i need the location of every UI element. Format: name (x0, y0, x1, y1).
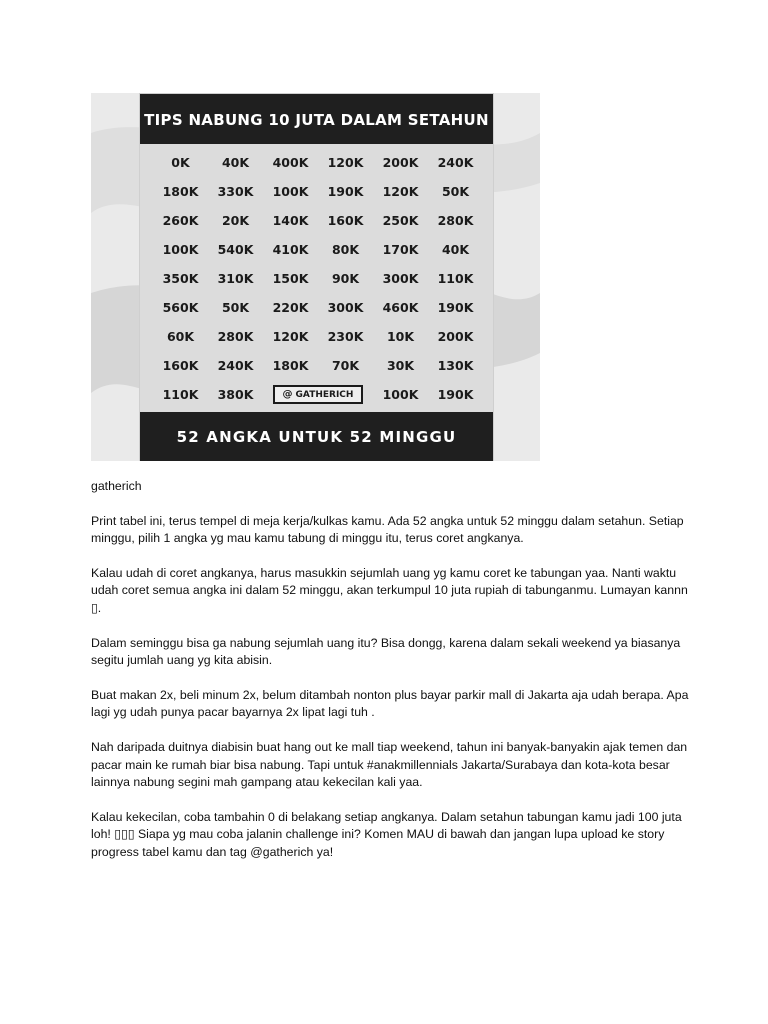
savings-amount-cell: 40K (441, 242, 470, 257)
savings-amount-cell: 40K (221, 155, 250, 170)
savings-amount-cell: 20K (221, 213, 250, 228)
savings-amount-cell: 230K (327, 329, 364, 344)
savings-amount-cell: 410K (272, 242, 309, 257)
savings-amount-cell: 190K (437, 300, 474, 315)
savings-amount-cell: 180K (162, 184, 199, 199)
paragraph: Buat makan 2x, beli minum 2x, belum ditambah nonton plus bayar parkir mall di Jakarta aja udah berapa. Apa lagi yg udah punya pacar bayarnya 2x lipat lagi tuh . (91, 687, 689, 720)
brand-box (273, 385, 364, 404)
savings-poster-image (91, 93, 540, 461)
savings-amount-cell: 200K (437, 329, 474, 344)
savings-amount-cell: 160K (327, 213, 364, 228)
savings-amount-cell: 90K (331, 271, 360, 286)
paragraph: Kalau udah di coret angkanya, harus masukkin sejumlah uang yg kamu coret ke tabungan yaa. Nanti waktu udah coret semua angka ini dalam 52 minggu, akan terkumpul 10 juta rupiah di tabunganmu. Lumayan kannn ▯. (91, 565, 688, 615)
savings-amount-cell: 100K (382, 387, 419, 402)
savings-amount-cell: 130K (437, 358, 474, 373)
savings-amount-cell: 280K (437, 213, 474, 228)
savings-amount-cell: 560K (162, 300, 199, 315)
paragraph: Nah daripada duitnya diabisin buat hang out ke mall tiap weekend, tahun ini banyak-banyakin ajak temen dan pacar main ke rumah biar bisa nabung. Tapi untuk #anakmillennials Jakarta/Surabaya dan kota-kota besar lainnya nabung segini mah gampang atau kekecilan kali yaa. (91, 739, 688, 790)
savings-amount-cell: 100K (272, 184, 309, 199)
savings-amount-cell: 170K (382, 242, 419, 257)
savings-amount-cell: 310K (217, 271, 254, 286)
brand-badge (263, 380, 373, 409)
savings-amount-cell: 350K (162, 271, 199, 286)
savings-amount-cell: 70K (331, 358, 360, 373)
savings-amount-cell: 50K (221, 300, 250, 315)
savings-amount-cell: 140K (272, 213, 309, 228)
savings-amount-cell: 300K (327, 300, 364, 315)
savings-amount-cell: 190K (437, 387, 474, 402)
savings-amount-cell: 110K (437, 271, 474, 286)
savings-amount-cell: 120K (382, 184, 419, 199)
savings-amount-cell: 150K (272, 271, 309, 286)
savings-amount-cell: 60K (166, 329, 195, 344)
article-body (91, 478, 691, 879)
savings-amount-cell: 160K (162, 358, 199, 373)
author-name: gatherich (91, 479, 142, 493)
savings-amount-cell: 540K (217, 242, 254, 257)
savings-amount-cell: 380K (217, 387, 254, 402)
savings-amount-cell: 30K (386, 358, 415, 373)
paragraph: Dalam seminggu bisa ga nabung sejumlah uang itu? Bisa dongg, karena dalam sekali weekend ya biasanya segitu jumlah uang yg kita abisin. (91, 635, 681, 668)
savings-amount-cell: 400K (272, 155, 309, 170)
savings-amount-grid (153, 148, 483, 408)
poster-frame (139, 93, 494, 461)
savings-amount-cell: 260K (162, 213, 199, 228)
savings-amount-cell: 110K (162, 387, 199, 402)
savings-amount-cell: 180K (272, 358, 309, 373)
savings-amount-cell: 300K (382, 271, 419, 286)
savings-amount-cell: 80K (331, 242, 360, 257)
savings-amount-cell: 460K (382, 300, 419, 315)
savings-amount-cell: 0K (171, 155, 190, 170)
savings-amount-cell: 100K (162, 242, 199, 257)
savings-amount-cell: 50K (441, 184, 470, 199)
savings-amount-cell: 280K (217, 329, 254, 344)
savings-amount-cell: 120K (327, 155, 364, 170)
paragraph: Kalau kekecilan, coba tambahin 0 di belakang setiap angkanya. Dalam setahun tabungan kamu jadi 100 juta loh! ▯▯▯ Siapa yg mau coba jalanin challenge ini? Komen MAU di bawah dan jangan lupa upload ke story progress tabel kamu dan tag @gatherich ya! (91, 809, 682, 859)
brand-label: GATHERICH (295, 389, 354, 400)
savings-amount-cell: 120K (272, 329, 309, 344)
at-sign-icon: @ (282, 389, 293, 400)
paragraph: Print tabel ini, terus tempel di meja kerja/kulkas kamu. Ada 52 angka untuk 52 minggu dalam setahun. Setiap minggu, pilih 1 angka yg mau kamu tabung di minggu itu, terus coret angkanya. (91, 513, 684, 546)
savings-amount-cell: 190K (327, 184, 364, 199)
savings-amount-cell: 240K (217, 358, 254, 373)
poster-footer: 52 ANGKA UNTUK 52 MINGGU (140, 412, 493, 461)
savings-amount-cell: 250K (382, 213, 419, 228)
savings-amount-cell: 330K (217, 184, 254, 199)
savings-amount-cell: 200K (382, 155, 419, 170)
savings-amount-cell: 240K (437, 155, 474, 170)
savings-amount-cell: 220K (272, 300, 309, 315)
poster-title: TIPS NABUNG 10 JUTA DALAM SETAHUN (140, 94, 493, 144)
savings-amount-cell: 10K (386, 329, 415, 344)
